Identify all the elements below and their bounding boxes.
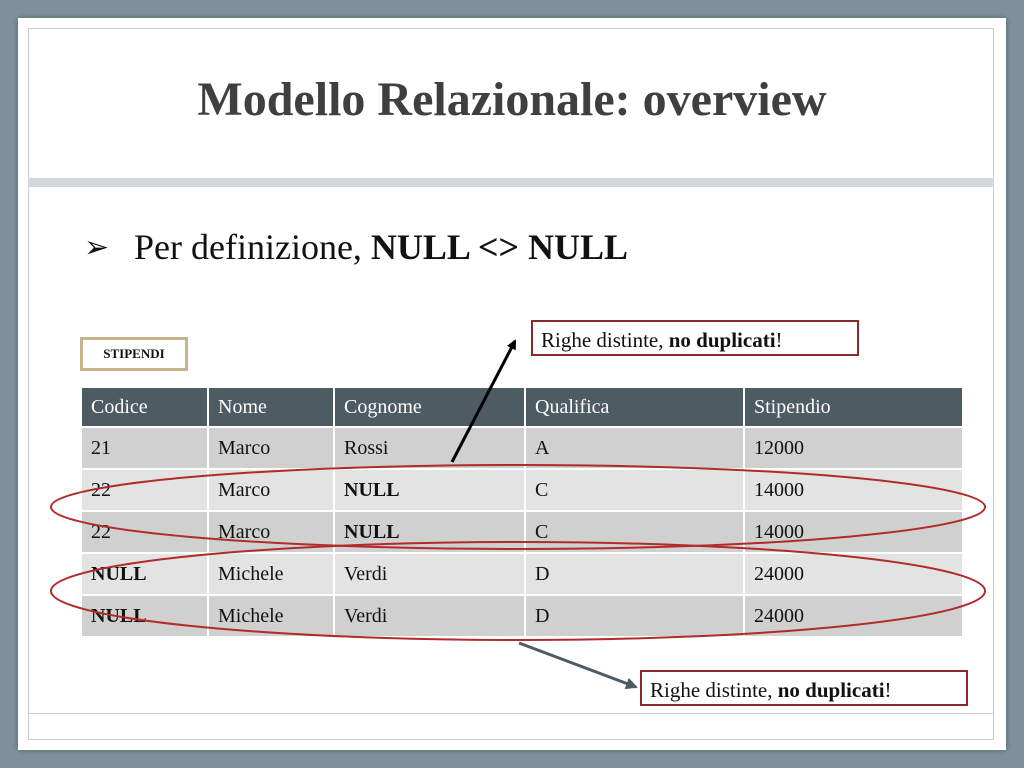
cell-codice-null: NULL xyxy=(82,553,208,595)
callout-top-suffix: ! xyxy=(775,328,783,352)
cell-cognome-null: NULL xyxy=(334,511,525,553)
header-stipendio: Stipendio xyxy=(744,388,962,427)
cell-qualifica: A xyxy=(525,427,744,469)
cell-nome: Marco xyxy=(208,427,334,469)
duplicate-ellipse-null-codice xyxy=(51,542,985,640)
cell-stipendio: 12000 xyxy=(744,427,962,469)
cell-codice: 21 xyxy=(82,427,208,469)
callout-top-text: Righe distinte, xyxy=(541,328,669,352)
cell-cognome: Rossi xyxy=(334,427,525,469)
callout-bottom xyxy=(640,670,968,706)
cell-cognome-null: NULL xyxy=(334,469,525,511)
callout-bottom-text: Righe distinte, xyxy=(650,678,778,702)
cell-nome: Marco xyxy=(208,469,334,511)
header-codice: Codice xyxy=(82,388,208,427)
cell-qualifica: C xyxy=(525,469,744,511)
callout-top-bold: no duplicati xyxy=(668,328,776,352)
header-cognome: Cognome xyxy=(334,388,525,427)
cell-stipendio: 24000 xyxy=(744,595,962,636)
cell-codice: 22 xyxy=(82,511,208,553)
cell-codice-null: NULL xyxy=(82,595,208,636)
cell-cognome: Verdi xyxy=(334,553,525,595)
cell-qualifica: C xyxy=(525,511,744,553)
cell-nome: Michele xyxy=(208,595,334,636)
cell-qualifica: D xyxy=(525,595,744,636)
arrow-to-bottom-callout xyxy=(519,643,636,687)
callout-bottom-bold: no duplicati xyxy=(777,678,885,702)
cell-stipendio: 24000 xyxy=(744,553,962,595)
table-label: STIPENDI xyxy=(80,337,188,371)
header-qualifica: Qualifica xyxy=(525,388,744,427)
header-nome: Nome xyxy=(208,388,334,427)
cell-stipendio: 14000 xyxy=(744,469,962,511)
callout-bottom-suffix: ! xyxy=(884,678,892,702)
bullet-arrow-icon: ➢ xyxy=(84,231,110,264)
cell-stipendio: 14000 xyxy=(744,511,962,553)
cell-codice: 22 xyxy=(82,469,208,511)
cell-qualifica: D xyxy=(525,553,744,595)
footer-divider xyxy=(28,713,994,714)
bullet-bold-text: NULL <> NULL xyxy=(370,227,629,267)
arrow-to-top-callout xyxy=(452,341,515,462)
duplicate-ellipse-null-cognome xyxy=(51,465,985,549)
cell-cognome: Verdi xyxy=(334,595,525,636)
slide-title: Modello Relazionale: overview xyxy=(197,73,827,126)
bullet-text: Per definizione, xyxy=(134,227,371,267)
cell-nome: Marco xyxy=(208,511,334,553)
cell-nome: Michele xyxy=(208,553,334,595)
